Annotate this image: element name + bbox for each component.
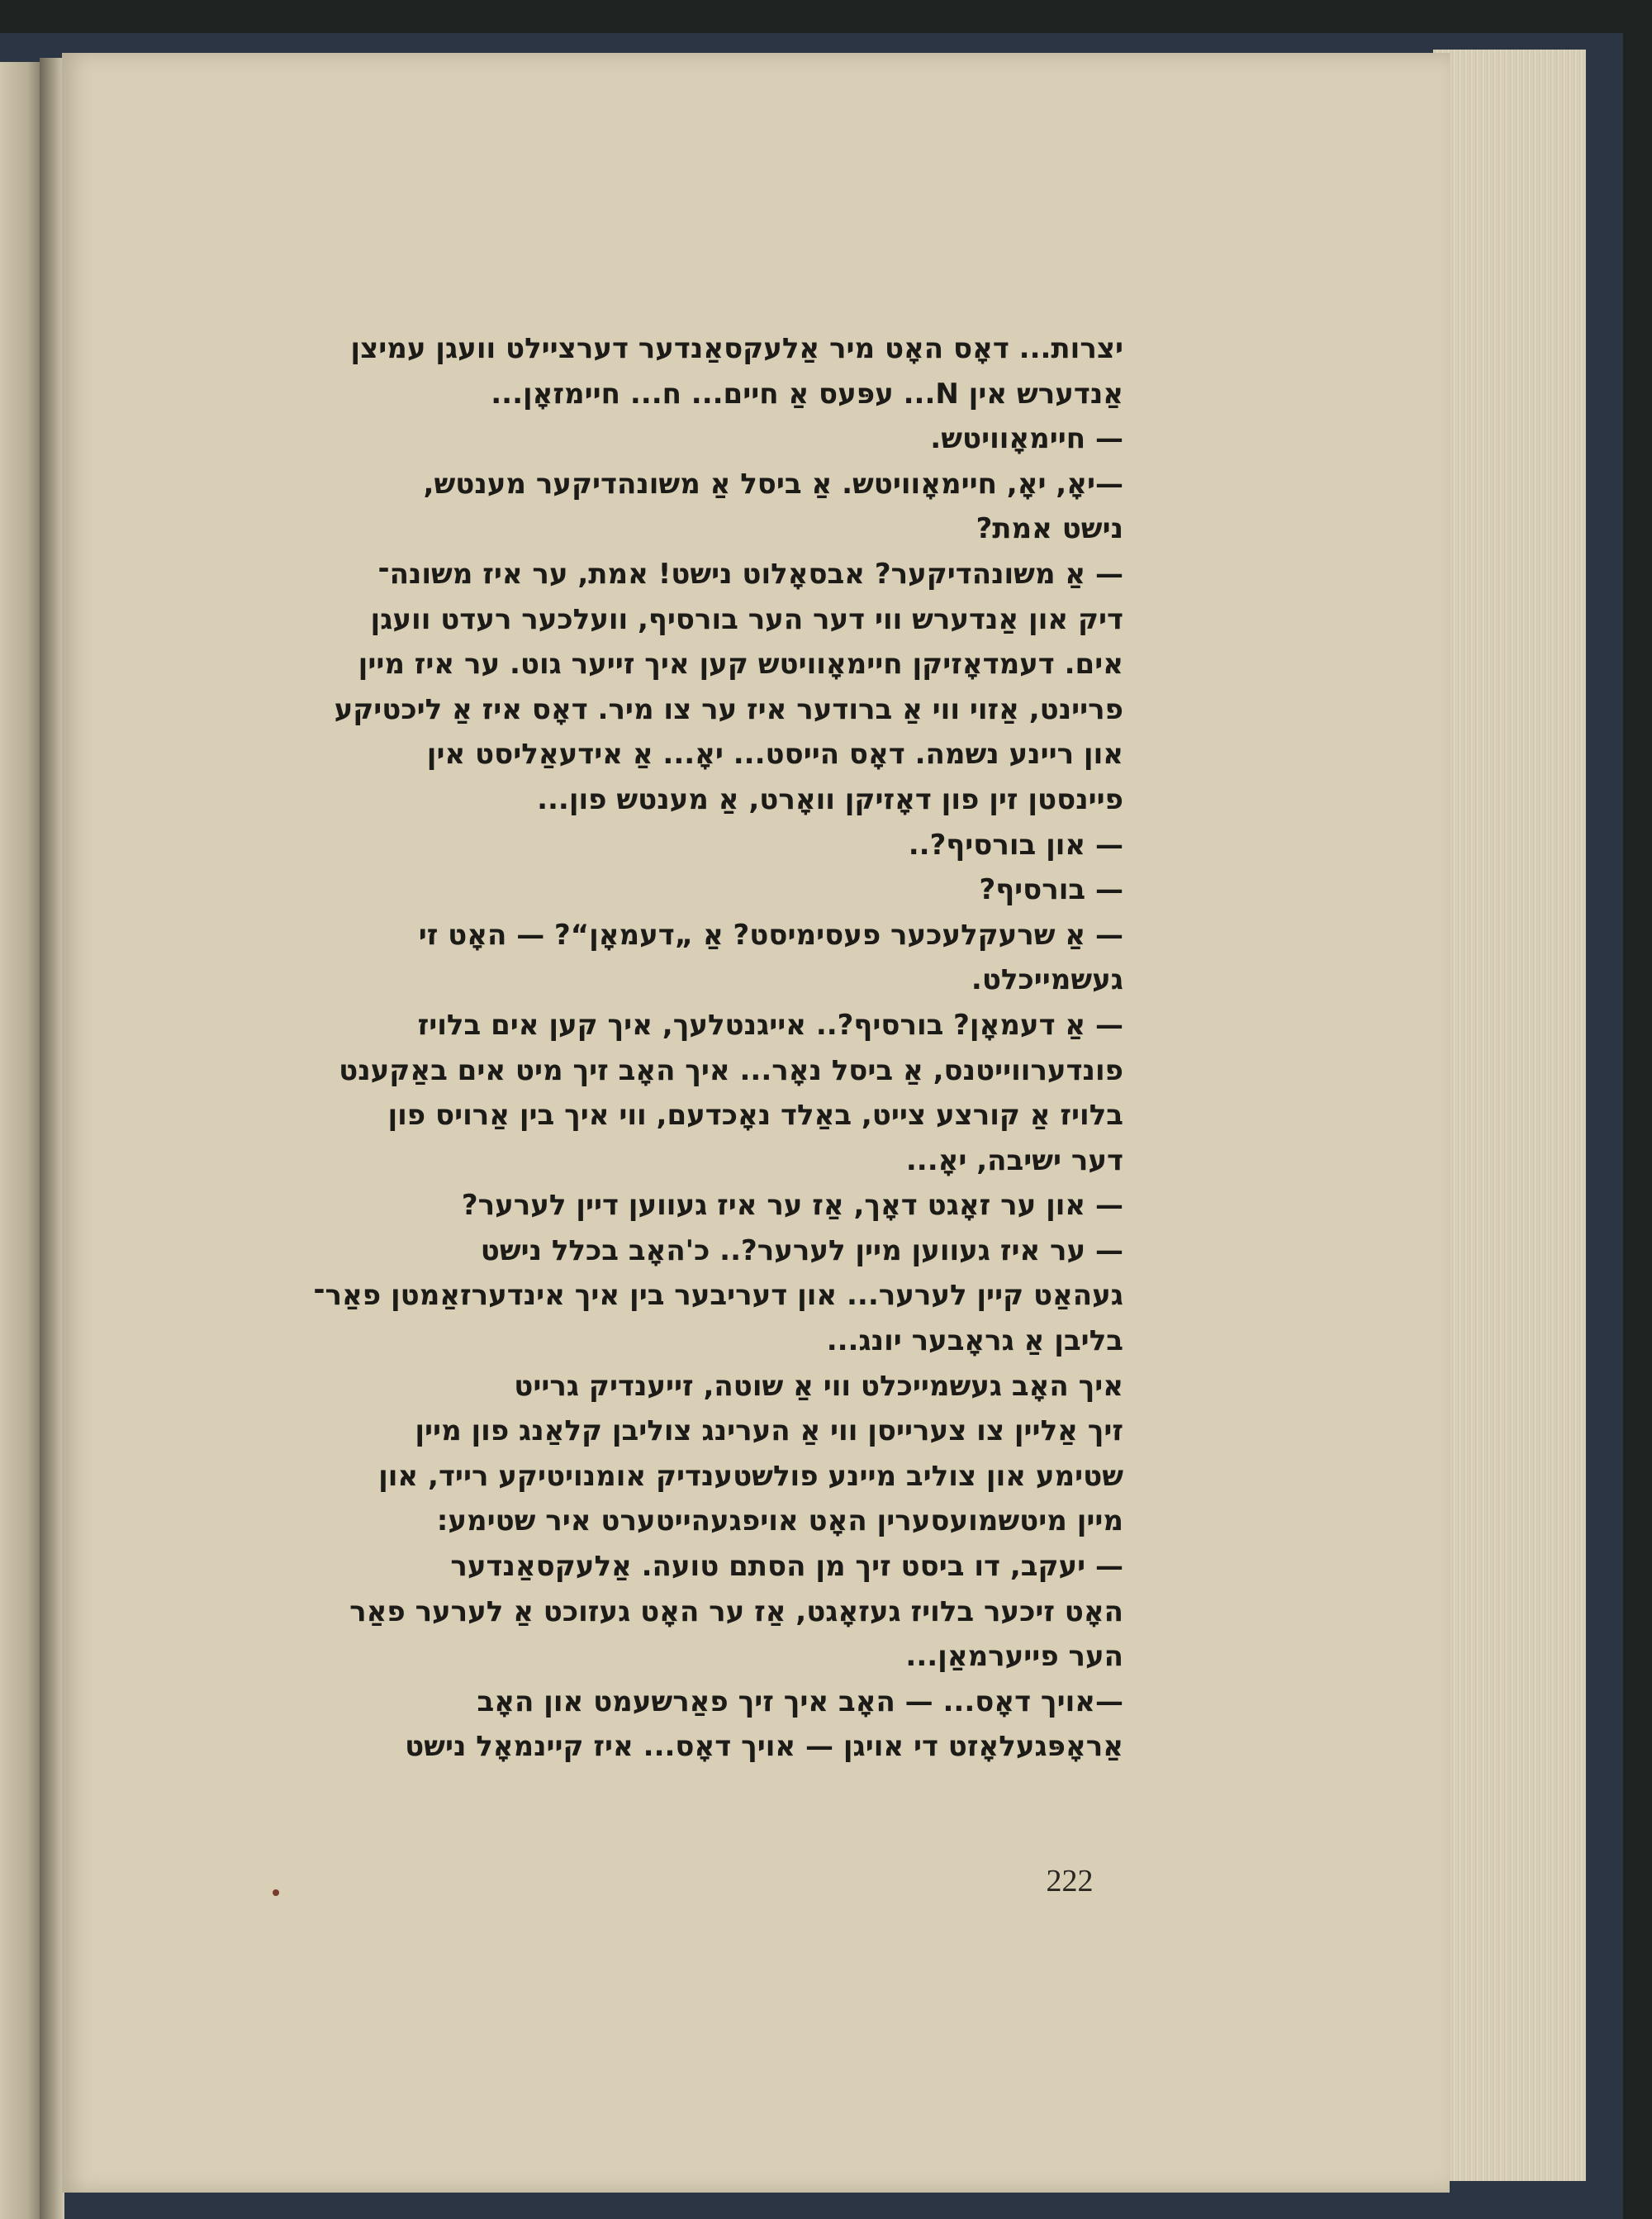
page-edges	[1433, 50, 1586, 2181]
text-line: הער פייערמאַן...	[905, 1640, 1123, 1674]
text-line: — אַ משונהדיקער? אבסאָלוט נישט! אמת, ער איז משונה־	[377, 557, 1123, 591]
text-line: געשמייכלט.	[971, 963, 1123, 997]
page-text	[173, 326, 1123, 1770]
text-line: בליבן אַ גראָבער יונג...	[826, 1324, 1123, 1358]
facing-page-edge	[0, 62, 40, 2219]
text-line: זיך אַליין צו צערייסן ווי אַ הערינג צוליבן קלאַנג פון מיין	[415, 1414, 1123, 1448]
page-number: 222	[1046, 1864, 1094, 1898]
text-line: אַנדערש אין N... עפּעס אַ חיים... ח... חיימזאָן...	[491, 377, 1123, 411]
text-line: דיק און אַנדערש ווי דער הער בורסיף, וועלכער רעדט וועגן	[370, 602, 1123, 636]
text-line: פיינסטן זין פון דאָזיקן וואָרט, אַ מענטש פון...	[537, 782, 1123, 816]
text-line: — אַ דעמאָן? בורסיף?.. אייגנטלעך, איך קען אים בלויז	[417, 1008, 1123, 1042]
text-line: און ריינע נשמה. דאָס הייסט... יאָ... אַ אידעאַליסט אין	[426, 738, 1123, 772]
text-line: — און ער זאָגט דאָך, אַז ער איז געווען דיין לערער?	[461, 1189, 1123, 1223]
text-line: שטימע און צוליב מיינע פולשטענדיק אומנויטיקע רייד, און	[378, 1459, 1123, 1493]
text-line: אים. דעמדאָזיקן חיימאָוויטש קען איך זייער גוט. ער איז מיין	[358, 648, 1123, 682]
ink-speck	[273, 1889, 279, 1896]
text-line: — יעקב, דו ביסט זיך מן הסתם טועה. אַלעקסאַנדער	[450, 1550, 1123, 1584]
text-line: איך האָב געשמייכלט ווי אַ שוטה, זייענדיק גרייט	[514, 1369, 1123, 1403]
text-line: —יאָ, יאָ, חיימאָוויטש. אַ ביסל אַ משונהדיקער מענטש,	[423, 467, 1123, 501]
text-line: —אויך דאָס... — האָב איך זיך פאַרשעמט און האָב	[477, 1684, 1123, 1718]
text-line: פונדערווייטנס, אַ ביסל נאָר... איך האָב זיך מיט אים באַקענט	[339, 1053, 1123, 1087]
text-line: יצרות... דאָס האָט מיר אַלעקסאַנדער דערציילט וועגן עמיצן	[350, 332, 1123, 365]
text-line: געהאַט קיין לערער... און דעריבער בין איך אינדערזאַמטן פאַר־	[313, 1279, 1123, 1313]
text-line: בלויז אַ קורצע צייט, באַלד נאָכדעם, ווי איך בין אַרויס פון	[387, 1099, 1123, 1133]
text-line: — ער איז געווען מיין לערער?.. כ'האָב בכלל נישט	[480, 1233, 1123, 1267]
text-line: האָט זיכער בלויז געזאָגט, אַז ער האָט געזוכט אַ לערער פאַר	[349, 1594, 1123, 1628]
book-gutter	[40, 58, 64, 2219]
text-line: — און בורסיף?..	[908, 828, 1123, 862]
text-line: דער ישיבה, יאָ...	[905, 1143, 1123, 1177]
text-line: מיין מיטשמועסערין האָט אויפגעהייטערט איר שטימע:	[436, 1504, 1123, 1538]
text-line: — אַ שרעקלעכער פעסימיסט? אַ „דעמאָן“? — האָט זי	[418, 918, 1123, 952]
text-line: — בורסיף?	[979, 873, 1123, 907]
text-line: פריינט, אַזוי ווי אַ ברודער איז ער צו מיר. דאָס איז אַ ליכטיקע	[334, 692, 1123, 726]
text-line: נישט אמת?	[976, 512, 1123, 546]
text-line: — חיימאָוויטש.	[930, 422, 1123, 456]
text-line: אַראָפּגעלאָזט די אויגן — אויך דאָס... איז קיינמאָל נישט	[405, 1730, 1123, 1764]
